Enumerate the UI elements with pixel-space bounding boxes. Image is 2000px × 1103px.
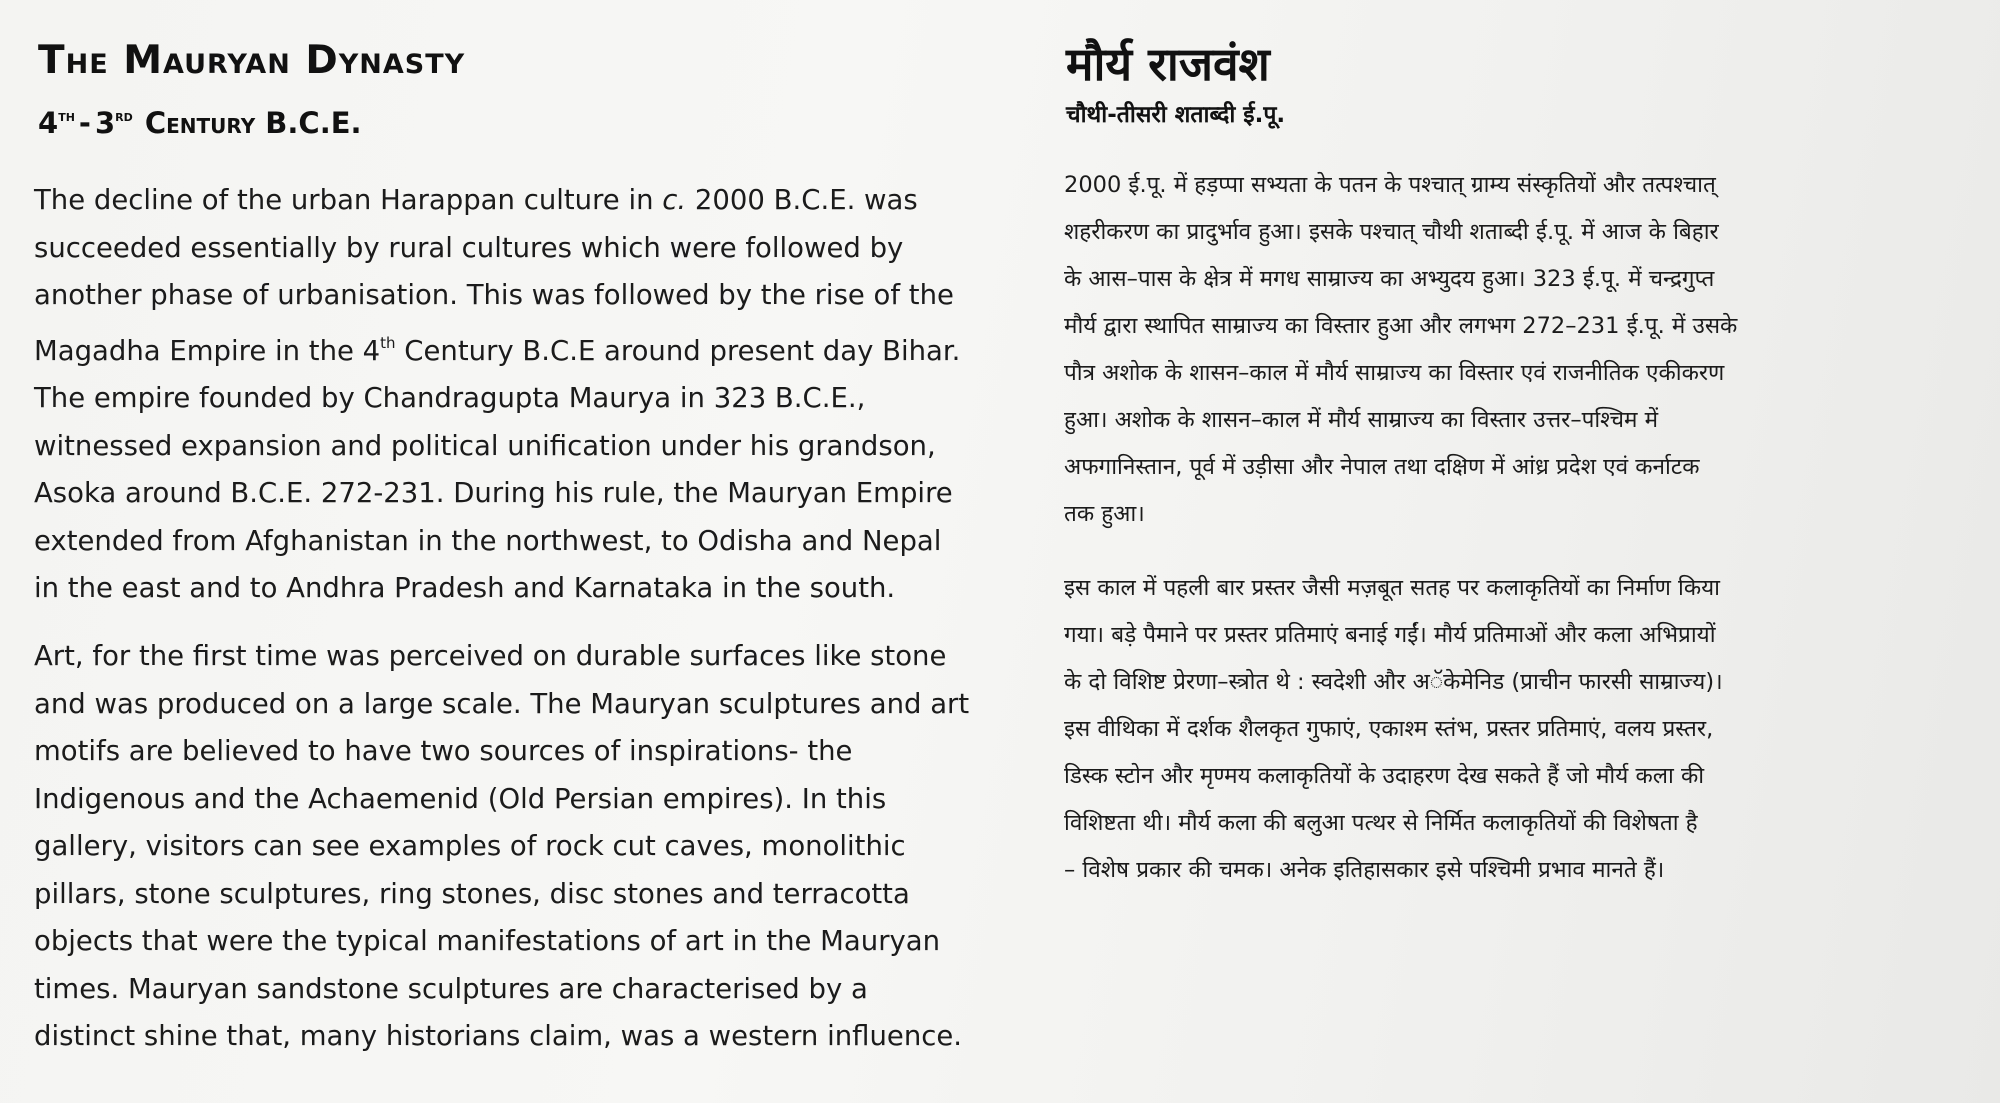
english-subtitle [38,106,362,140]
text-line: 2000 ई.पू. में हड़प्पा सभ्यता के पतन के पश्चात् ग्राम्य संस्कृतियों और तत्पश्चात् [1064,172,1716,198]
subtitle-separator: - [78,106,91,140]
text-line: extended from Afghanistan in the northwest, to Odisha and Nepal [34,524,942,557]
text-line: Art, for the first time was perceived on durable surfaces like stone [34,640,947,672]
hindi-panel [1064,0,1984,1103]
text-line: times. Mauryan sandstone sculptures are characterised by a [34,972,868,1005]
text-fragment: Century B.C.E around present day Bihar. [395,334,961,367]
english-title: The Mauryan Dynasty [38,38,466,83]
text-line: तक हुआ। [1064,501,1145,527]
text-line: succeeded essentially by rural cultures which were followed by [34,231,904,264]
text-line: gallery, visitors can see examples of rock cut caves, monolithic [34,830,906,862]
text-line: witnessed expansion and political unification under his grandson, [34,429,936,462]
hindi-title: मौर्य राजवंश [1066,37,1270,91]
text-fragment: 2000 B.C.E. was [686,184,918,216]
text-line: Indigenous and the Achaemenid (Old Persian empires). In this [34,782,887,815]
text-line: Asoka around B.C.E. 272-231. During his rule, the Mauryan Empire [34,477,953,509]
text-line: and was produced on a large scale. The Mauryan sculptures and art [34,687,970,720]
text-line: in the east and to Andhra Pradesh and Karnataka in the south. [34,572,896,604]
hindi-paragraph-1 [1064,162,1994,538]
text-fragment: Magadha Empire in the 4 [34,334,381,367]
text-line: another phase of urbanisation. This was followed by the rise of the [34,279,954,311]
text-line [34,177,974,225]
circa-abbreviation: c. [662,184,687,216]
text-line: के आस–पास के क्षेत्र में मगध साम्राज्य का अभ्युदय हुआ। 323 ई.पू. में चन्द्रगुप्त [1064,266,1715,292]
text-line: पौत्र अशोक के शासन–काल में मौर्य साम्राज्य का विस्तार एवं राजनीतिक एकीकरण [1064,360,1725,386]
english-paragraph-1 [34,177,974,613]
text-line: शहरीकरण का प्रादुर्भाव हुआ। इसके पश्चात् चौथी शताब्दी ई.पू. में आज के बिहार [1064,219,1719,245]
text-line: डिस्क स्टोन और मृण्मय कलाकृतियों के उदाहरण देख सकते हैं जो मौर्य कला की [1064,763,1705,789]
text-line: के दो विशिष्ट प्रेरणा–स्त्रोत थे : स्वदेशी और अॅकेमेनिड (प्राचीन फारसी साम्राज्य)। [1064,669,1723,695]
text-line [34,320,974,376]
english-panel [34,0,969,1103]
subtitle-century-start-suffix: th [58,107,75,125]
text-line: इस वीथिका में दर्शक शैलकृत गुफाएं, एकाश्म स्तंभ, प्रस्तर प्रतिमाएं, वलय प्रस्तर, [1064,716,1714,742]
text-line: विशिष्टता थी। मौर्य कला की बलुआ पत्थर से निर्मित कलाकृतियों की विशेषता है [1064,810,1698,836]
text-line: हुआ। अशोक के शासन–काल में मौर्य साम्राज्य का विस्तार उत्तर–पश्चिम में [1064,407,1659,433]
ordinal-suffix: th [380,333,396,352]
text-line: distinct shine that, many historians claim, was a western influence. [34,1020,963,1052]
text-line: The empire founded by Chandragupta Maurya in 323 B.C.E., [34,382,866,414]
subtitle-century-label: Century B.C.E. [144,106,362,140]
text-line: objects that were the typical manifestations of art in the Mauryan [34,925,941,957]
text-line: pillars, stone sculptures, ring stones, disc stones and terracotta [34,877,910,910]
text-line: अफगानिस्तान, पूर्व में उड़ीसा और नेपाल तथा दक्षिण में आंध्र प्रदेश एवं कर्नाटक [1064,454,1700,480]
text-line: इस काल में पहली बार प्रस्तर जैसी मज़बूत सतह पर कलाकृतियों का निर्माण किया [1064,575,1720,601]
subtitle-century-start: 4 [38,106,59,140]
text-line: मौर्य द्वारा स्थापित साम्राज्य का विस्तार हुआ और लगभग 272–231 ई.पू. में उसके [1064,313,1738,339]
subtitle-century-end: 3 [94,106,116,140]
text-fragment: The decline of the urban Harappan culture in [34,184,663,216]
hindi-paragraph-2 [1064,565,1994,894]
subtitle-century-end-suffix: rd [115,107,133,125]
english-paragraph-2 [34,633,974,1061]
text-line: – विशेष प्रकार की चमक। अनेक इतिहासकार इसे पश्चिमी प्रभाव मानते हैं। [1064,857,1665,883]
hindi-subtitle: चौथी-तीसरी शताब्दी ई.पू. [1066,102,1286,128]
text-line: motifs are believed to have two sources of inspirations- the [34,735,853,767]
text-line: गया। बड़े पैमाने पर प्रस्तर प्रतिमाएं बनाई गईं। मौर्य प्रतिमाओं और कला अभिप्रायों [1064,622,1716,648]
